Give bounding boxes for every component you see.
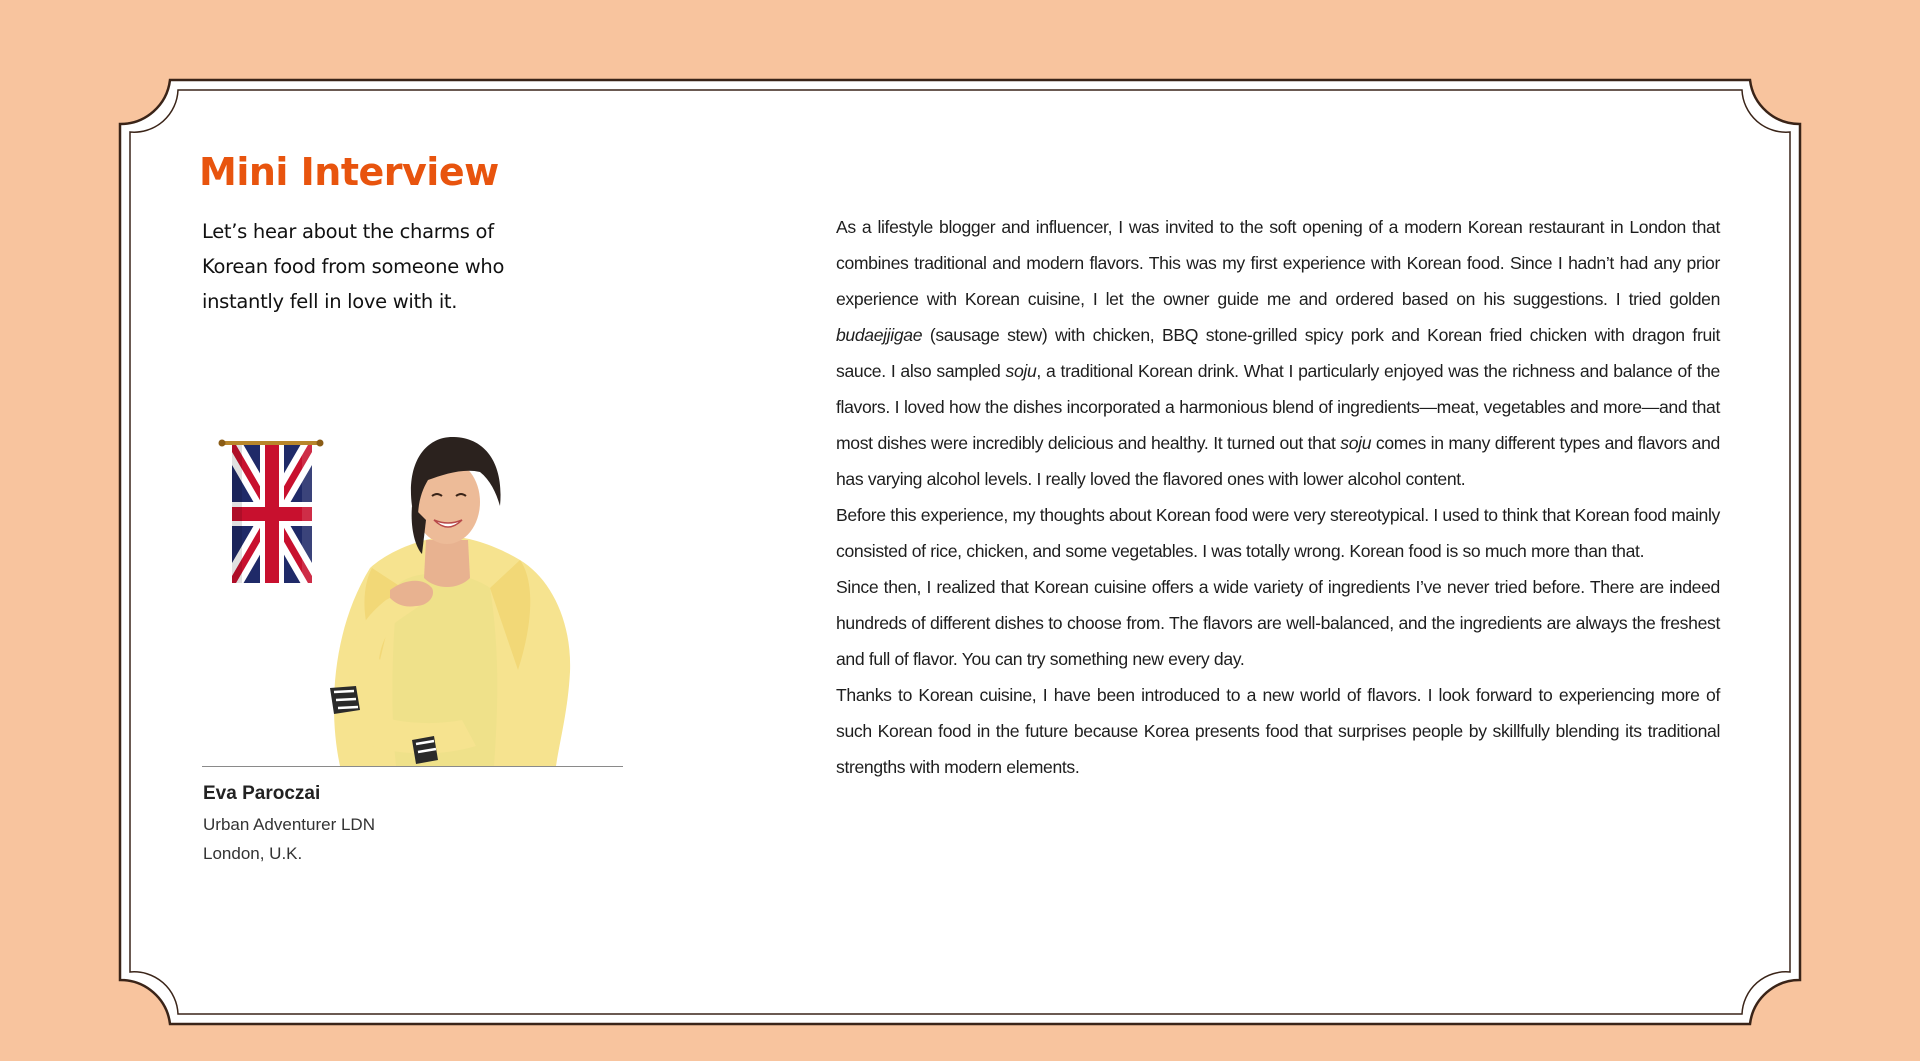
- interviewee-location: London, U.K.: [203, 844, 303, 863]
- subtitle: Let’s hear about the charms of Korean food from someone who instantly fell in love with it.: [202, 220, 505, 313]
- interviewee-photo: [200, 410, 620, 770]
- article-paragraph: As a lifestyle blogger and influencer, I was invited to the soft opening of a modern Korean restaurant in London that combines traditional and modern flavors. This was my first experience with Korean food. Since I hadn’t had any prior experience with Korean cuisine, I let the owner guide me and ordered based on his suggestions. I tried golden budaejjigae (sausage stew) with chicken, BBQ stone-grilled spicy pork and Korean fried chicken with dragon fruit sauce. I also sampled soju, a traditional Korean drink. What I particularly enjoyed was the richness and balance of the flavors. I loved how the dishes incorporated a harmonious blend of ingredients—meat, vegetables and more—and that most dishes were incredibly delicious and healthy. It turned out that soju comes in many different types and flavors and has varying alcohol levels. I really loved the flavored ones with lower alcohol content.: [836, 217, 1720, 489]
- portrait-woman-yellow-blazer: [330, 437, 570, 766]
- interviewee-organization: Urban Adventurer LDN: [203, 815, 375, 834]
- article-paragraph: Since then, I realized that Korean cuisine offers a wide variety of ingredients I’ve never tried before. There are indeed hundreds of different dishes to choose from. The flavors are well-balanced, and the ingredients are always the freshest and full of flavor. You can try something new every day.: [836, 577, 1720, 669]
- uk-flag-icon: [219, 440, 324, 584]
- interviewee-name: Eva Paroczai: [203, 783, 321, 804]
- interview-article: [836, 209, 1720, 785]
- page-title: Mini Interview: [199, 150, 499, 194]
- article-paragraph: Thanks to Korean cuisine, I have been introduced to a new world of flavors. I look forward to experiencing more of such Korean food in the future because Korea presents food that surprises people by skillfully blending its traditional strengths with modern elements.: [836, 685, 1720, 777]
- divider: [202, 766, 623, 767]
- article-paragraph: Before this experience, my thoughts about Korean food were very stereotypical. I used to think that Korean food mainly consisted of rice, chicken, and some vegetables. I was totally wrong. Korean food is so much more than that.: [836, 505, 1720, 561]
